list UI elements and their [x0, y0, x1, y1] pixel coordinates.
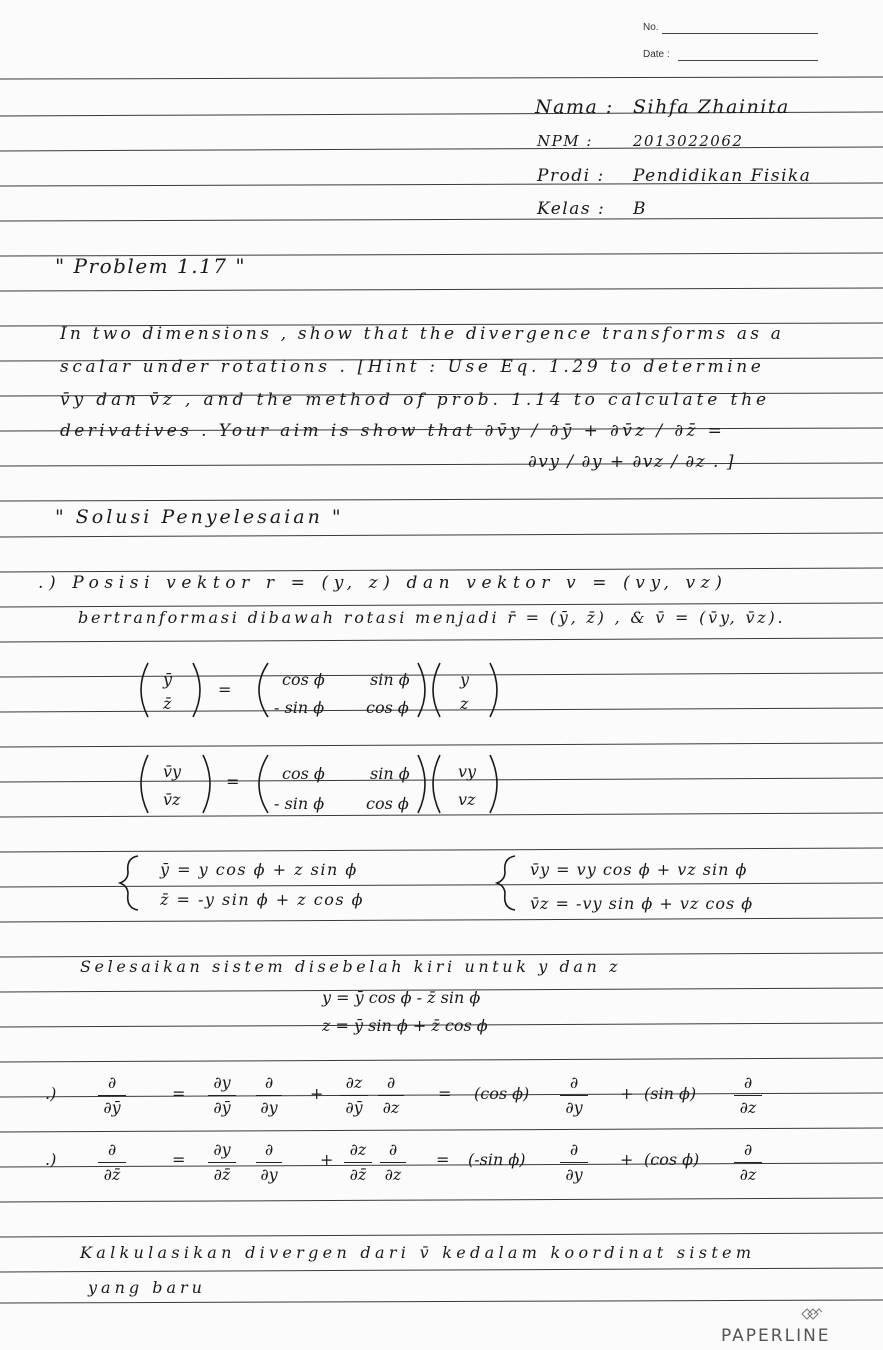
m2-m22: cos ϕ: [366, 794, 409, 813]
system-right-1: v̄y = vy cos ϕ + vz sin ϕ: [530, 860, 748, 879]
m1-m11: cos ϕ: [282, 670, 325, 689]
deriv2-lhs: ∂ ∂z̄: [98, 1140, 126, 1185]
no-line: [662, 33, 818, 34]
m1-m21: - sin ϕ: [274, 698, 325, 717]
m2-rhs-top: vy: [458, 762, 477, 781]
problem-line-3: v̄y dan v̄z , and the method of prob. 1.14 to calculate the: [60, 390, 771, 410]
m2-m12: sin ϕ: [370, 764, 410, 783]
deriv1-t2b: ∂ ∂z: [378, 1073, 404, 1118]
m2-m21: - sin ϕ: [274, 794, 325, 813]
m2-eq: =: [226, 772, 240, 791]
final-line-2: yang baru: [88, 1278, 206, 1297]
final-line-1: Kalkulasikan divergen dari v̄ kedalam koordinat sistem: [80, 1243, 756, 1262]
system-left-1: ȳ = y cos ϕ + z sin ϕ: [160, 860, 358, 879]
deriv2-eq2: =: [436, 1150, 450, 1169]
problem-line-2: scalar under rotations . [Hint : Use Eq. 1.29 to determine: [60, 357, 765, 377]
prodi-value: Pendidikan Fisika: [633, 166, 812, 186]
m1-rhs-top: y: [460, 670, 470, 689]
m1-lhs-bot: z̄: [163, 694, 172, 713]
solution-title: " Solusi Penyelesaian ": [55, 506, 344, 528]
deriv2-eq: =: [172, 1150, 186, 1169]
no-label: No.: [643, 22, 659, 33]
problem-line-4: derivatives . Your aim is show that ∂v̄y / ∂ȳ + ∂v̄z / ∂z̄ =: [60, 421, 726, 441]
date-line: [678, 60, 818, 61]
npm-value: 2013022062: [633, 132, 744, 150]
m1-eq: =: [218, 680, 232, 699]
deriv2-c2: (cos ϕ): [644, 1150, 700, 1169]
solution-line-2: bertranformasi dibawah rotasi menjadi r̄ = (ȳ, z̄) , & v̄ = (v̄y, v̄z).: [78, 608, 786, 627]
date-label: Date :: [643, 49, 670, 60]
deriv2-c2-frac: ∂ ∂z: [734, 1140, 762, 1185]
solve-text: Selesaikan sistem disebelah kiri untuk y dan z: [80, 957, 622, 976]
deriv2-c1: (-sin ϕ): [468, 1150, 526, 1169]
deriv1-c1-frac: ∂ ∂y: [560, 1073, 588, 1118]
m1-m12: sin ϕ: [370, 670, 410, 689]
deriv1-c1: (cos ϕ): [474, 1084, 530, 1103]
system-right-2: v̄z = -vy sin ϕ + vz cos ϕ: [530, 894, 754, 913]
deriv2-plus2: +: [620, 1150, 634, 1169]
deriv2-t2b: ∂ ∂z: [380, 1140, 406, 1185]
m1-lhs-top: ȳ: [163, 670, 173, 689]
deriv1-c2: (sin ϕ): [644, 1084, 697, 1103]
deriv1-c2-frac: ∂ ∂z: [734, 1073, 762, 1118]
system-left-2: z̄ = -y sin ϕ + z cos ϕ: [160, 890, 365, 909]
problem-line-1: In two dimensions , show that the divergence transforms as a: [60, 324, 785, 344]
m2-lhs-top: v̄y: [163, 762, 182, 781]
deriv2-t2: ∂z ∂z̄: [344, 1140, 372, 1185]
solution-line-1: .) Posisi vektor r = (y, z) dan vektor v = (vy, vz): [38, 573, 728, 593]
deriv2-c1-frac: ∂ ∂y: [560, 1140, 588, 1185]
m1-m22: cos ϕ: [366, 698, 409, 717]
solve-eq-2: z = ȳ sin ϕ + z̄ cos ϕ: [322, 1016, 488, 1035]
deriv1-plus: +: [310, 1084, 324, 1103]
deriv1-eq2: =: [438, 1084, 452, 1103]
deriv1-t2: ∂z ∂ȳ: [340, 1073, 368, 1118]
brand-name: PAPERLINE: [721, 1326, 831, 1346]
deriv2-t1b: ∂ ∂y: [256, 1140, 282, 1185]
deriv1-t1: ∂y ∂ȳ: [208, 1073, 236, 1118]
kelas-value: B: [633, 199, 647, 219]
deriv1-t1b: ∂ ∂y: [256, 1073, 282, 1118]
deriv2-bullet: .): [45, 1150, 57, 1169]
problem-line-5: ∂vy / ∂y + ∂vz / ∂z . ]: [528, 452, 735, 472]
solve-eq-1: y = ȳ cos ϕ - z̄ sin ϕ: [322, 988, 481, 1007]
paperline-logo-icon: [800, 1306, 824, 1322]
deriv1-bullet: .): [45, 1084, 57, 1103]
deriv1-eq: =: [172, 1084, 186, 1103]
nama-value: Sihfa Zhainita: [633, 96, 790, 118]
m2-m11: cos ϕ: [282, 764, 325, 783]
m2-rhs-bot: vz: [458, 790, 476, 809]
problem-title: " Problem 1.17 ": [55, 254, 247, 278]
kelas-label: Kelas :: [537, 199, 606, 219]
npm-label: NPM :: [537, 132, 593, 150]
prodi-label: Prodi :: [537, 166, 605, 186]
m1-rhs-bot: z: [460, 694, 469, 713]
m2-lhs-bot: v̄z: [163, 790, 181, 809]
nama-label: Nama :: [535, 96, 614, 118]
deriv1-lhs: ∂ ∂ȳ: [98, 1073, 126, 1118]
deriv2-t1: ∂y ∂z̄: [208, 1140, 236, 1185]
deriv1-plus2: +: [620, 1084, 634, 1103]
deriv2-plus: +: [320, 1150, 334, 1169]
